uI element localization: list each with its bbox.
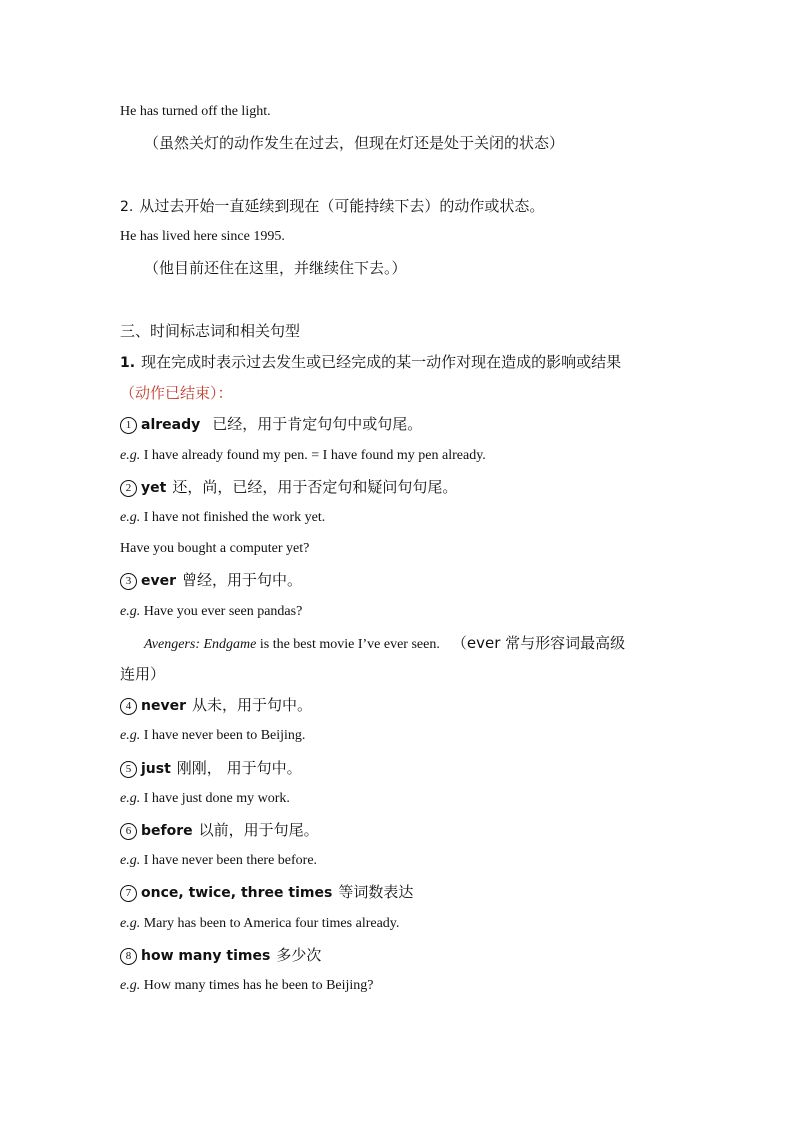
example-how-many-times: [120, 975, 374, 997]
item-never: [120, 694, 312, 717]
keyword: before: [141, 823, 193, 839]
example-text: How many times has he been to Beijing?: [143, 978, 374, 993]
example-text: I have never been there before.: [143, 853, 318, 868]
circled-number: 6: [120, 823, 137, 840]
example-already: [120, 445, 486, 467]
example-yet-1: [120, 507, 325, 529]
point-2-number: 2.: [120, 199, 134, 215]
circled-number: 1: [120, 417, 137, 434]
example-text: I have not finished the work yet.: [143, 510, 326, 525]
example-lived: He has lived here since 1995.: [120, 229, 285, 244]
item-already: [120, 413, 422, 436]
keyword: how many times: [141, 948, 271, 964]
movie-title: Avengers: Endgame: [144, 637, 257, 652]
keyword: just: [141, 761, 171, 777]
item-yet: [120, 476, 457, 499]
circled-number: 4: [120, 698, 137, 715]
point-1-qualifier: （动作已结束）：: [120, 384, 233, 402]
keyword-desc: 还，尚，已经，用于否定句和疑问句句尾。: [172, 478, 458, 496]
eg-label: e.g.: [120, 791, 141, 806]
example-text: I have already found my pen. = I have found my pen already.: [143, 448, 486, 463]
eg-label: e.g.: [120, 448, 141, 463]
example-just: [120, 788, 290, 810]
example-text: Have you ever seen pandas?: [143, 604, 303, 619]
keyword-desc: 刚刚， 用于句中。: [176, 759, 302, 777]
eg-label: e.g.: [120, 728, 141, 743]
keyword-desc: 以前，用于句尾。: [198, 821, 319, 839]
keyword-desc: 从未，用于句中。: [192, 696, 313, 714]
keyword-desc: 已经，用于肯定句句中或句尾。: [212, 415, 423, 433]
keyword: once, twice, three times: [141, 885, 333, 901]
item-how-many-times: [120, 944, 321, 967]
circled-number: 3: [120, 573, 137, 590]
eg-label: e.g.: [120, 604, 141, 619]
example-ever-1: [120, 601, 302, 623]
example-text: Mary has been to America four times already.: [143, 916, 400, 931]
point-1-number: 1.: [120, 355, 136, 371]
eg-label: e.g.: [120, 510, 141, 525]
circled-number: 8: [120, 948, 137, 965]
item-before: [120, 819, 319, 842]
point-1-text: 现在完成时表示过去发生或已经完成的某一动作对现在造成的影响或结果: [141, 353, 622, 371]
keyword: ever: [141, 573, 177, 589]
keyword-desc: 多少次: [276, 946, 322, 964]
section-heading-3: 三、时间标志词和相关句型: [120, 322, 301, 340]
item-times: [120, 881, 413, 904]
example-never: [120, 725, 305, 747]
keyword: already: [141, 417, 201, 433]
keyword-desc: 曾经，用于句中。: [182, 571, 303, 589]
item-ever: [120, 569, 302, 592]
example-yet-2: Have you bought a computer yet?: [120, 541, 310, 556]
circled-number: 5: [120, 761, 137, 778]
eg-label: e.g.: [120, 853, 141, 868]
example-note-continued: 连用）: [120, 665, 166, 683]
example-text: I have never been to Beijing.: [143, 728, 306, 743]
example-text: is the best movie I’ve ever seen.: [256, 637, 440, 652]
example-ever-2: [144, 632, 625, 656]
keyword-desc: 等词数表达: [338, 883, 414, 901]
example-text: I have just done my work.: [143, 791, 290, 806]
eg-label: e.g.: [120, 916, 141, 931]
point-1: [120, 351, 621, 374]
point-2: [120, 195, 544, 218]
circled-number: 7: [120, 885, 137, 902]
keyword: yet: [141, 480, 167, 496]
circled-number: 2: [120, 480, 137, 497]
eg-label: e.g.: [120, 978, 141, 993]
example-times: [120, 913, 399, 935]
note-lived: （他目前还住在这里，并继续住下去。）: [144, 259, 407, 277]
item-just: [120, 757, 302, 780]
note-turned-off: （虽然关灯的动作发生在过去，但现在灯还是处于关闭的状态）: [144, 134, 565, 152]
example-note: （ever 常与形容词最高级: [451, 634, 626, 652]
keyword: never: [141, 698, 186, 714]
example-before: [120, 850, 317, 872]
point-2-text: 从过去开始一直延续到现在（可能持续下去）的动作或状态。: [139, 197, 545, 215]
example-turned-off: He has turned off the light.: [120, 104, 271, 119]
